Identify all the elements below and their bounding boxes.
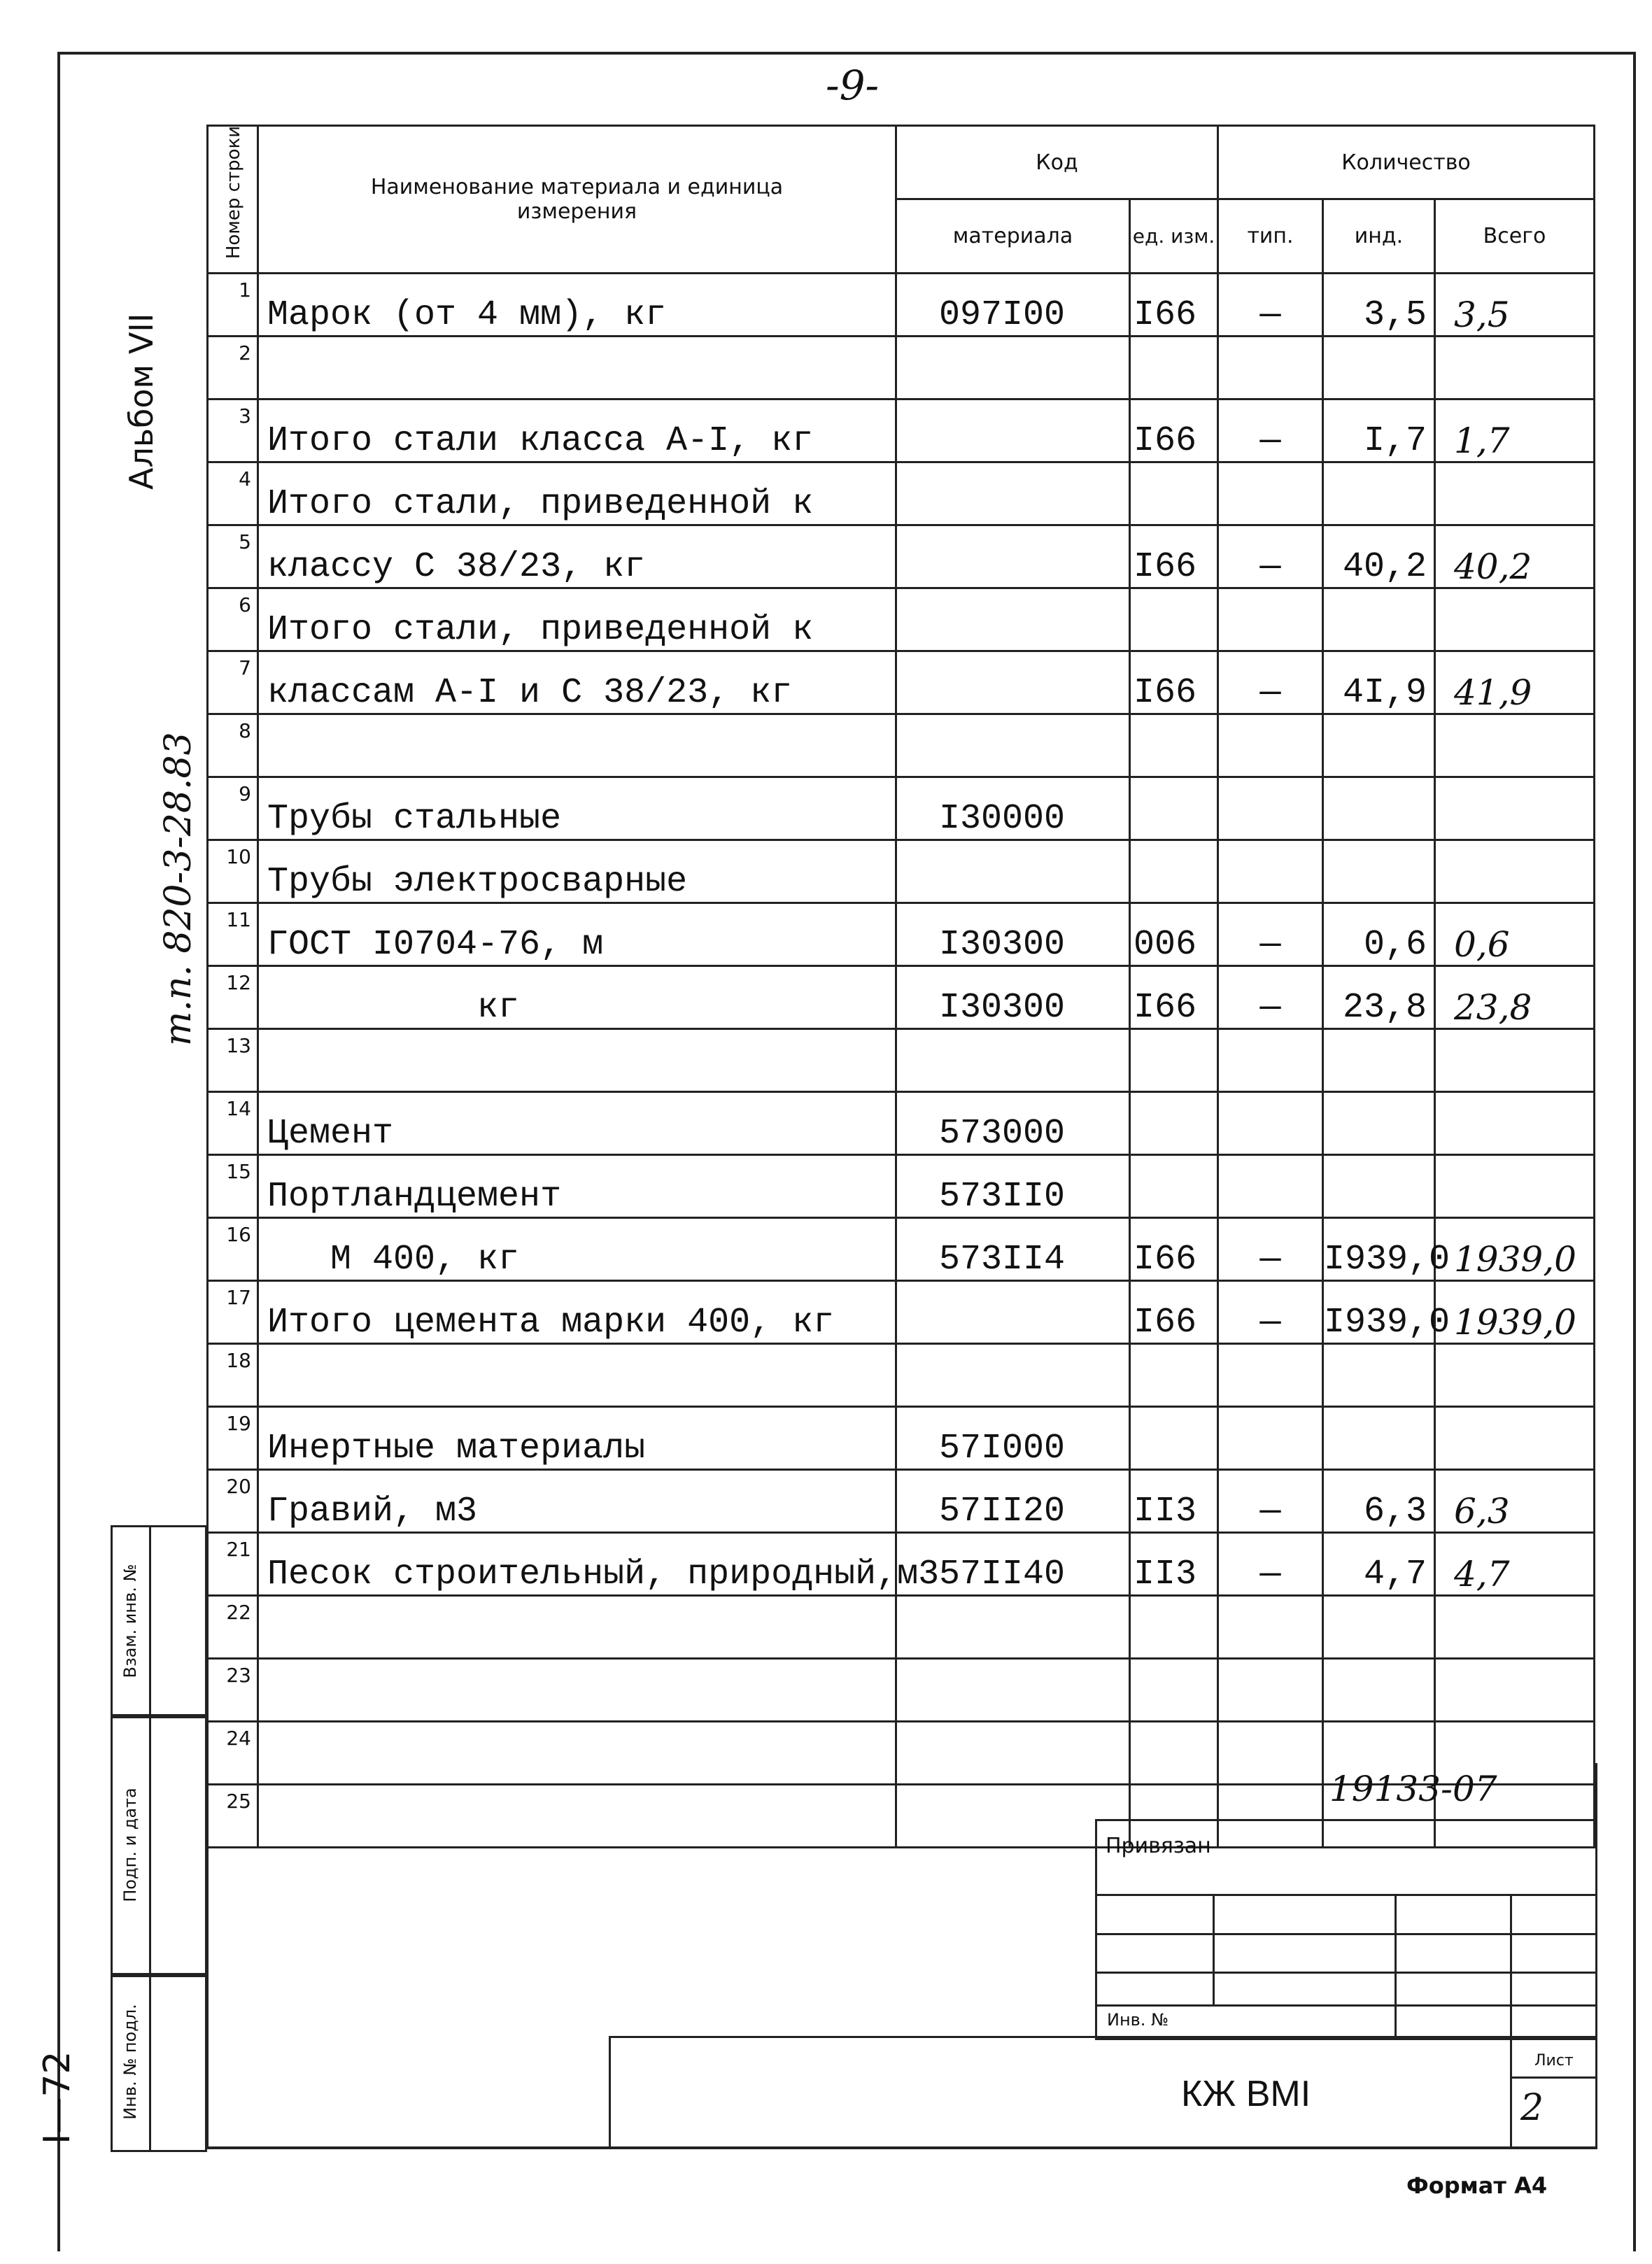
row-code: [896, 1029, 1130, 1092]
page-number: -9-: [826, 62, 880, 109]
row-typ: —: [1218, 1218, 1323, 1281]
row-code: 573000: [896, 1092, 1130, 1155]
table-row: [208, 337, 1595, 399]
row-total: 40,2: [1435, 525, 1595, 588]
row-total: [1435, 462, 1595, 525]
row-total: [1435, 1155, 1595, 1218]
row-code: [896, 651, 1130, 714]
row-number: 14: [208, 1092, 258, 1155]
title-block: [609, 2036, 1597, 2149]
table-row: [208, 903, 1595, 966]
row-typ: —: [1218, 274, 1323, 337]
table-row: [208, 399, 1595, 462]
row-name: Трубы электросварные: [258, 840, 896, 903]
table-row: [208, 462, 1595, 525]
row-typ: [1218, 777, 1323, 840]
row-total: [1435, 1092, 1595, 1155]
row-name: Гравий, м3: [258, 1470, 896, 1533]
row-unit: [1130, 337, 1218, 399]
row-ind: 4I,9: [1323, 651, 1435, 714]
row-unit: [1130, 1344, 1218, 1407]
row-unit: [1130, 840, 1218, 903]
row-number: 24: [208, 1722, 258, 1785]
row-unit: I66: [1130, 525, 1218, 588]
row-total: [1435, 337, 1595, 399]
row-ind: [1323, 840, 1435, 903]
row-unit: I66: [1130, 399, 1218, 462]
row-total: [1435, 777, 1595, 840]
drawing-title: КЖ ВМI: [1181, 2074, 1311, 2114]
table-row: [208, 1596, 1595, 1659]
row-unit: II3: [1130, 1470, 1218, 1533]
row-code: 097I00: [896, 274, 1130, 337]
row-name: кг: [258, 966, 896, 1029]
row-unit: [1130, 588, 1218, 651]
table-row: [208, 1659, 1595, 1722]
row-total: [1435, 1407, 1595, 1470]
row-typ: —: [1218, 399, 1323, 462]
bound-stamp: [1095, 1819, 1597, 2040]
row-ind: [1323, 337, 1435, 399]
row-name: Итого стали, приведенной к: [258, 462, 896, 525]
row-name: [258, 1596, 896, 1659]
row-total: 1939,0: [1435, 1281, 1595, 1344]
row-number: 18: [208, 1344, 258, 1407]
row-name: [258, 1344, 896, 1407]
row-name: Трубы стальные: [258, 777, 896, 840]
table-row: [208, 1029, 1595, 1092]
row-total: [1435, 588, 1595, 651]
row-number: 11: [208, 903, 258, 966]
row-ind: [1323, 1155, 1435, 1218]
row-name: ГОСТ I0704-76, м: [258, 903, 896, 966]
row-total: [1435, 1029, 1595, 1092]
bound-label: Привязан: [1106, 1834, 1211, 1858]
row-number: 22: [208, 1596, 258, 1659]
row-unit: [1130, 714, 1218, 777]
project-code: т.п. 820-3-28.83: [157, 732, 199, 1046]
row-typ: —: [1218, 651, 1323, 714]
row-unit: [1130, 1407, 1218, 1470]
row-typ: [1218, 1344, 1323, 1407]
row-ind: [1323, 1029, 1435, 1092]
row-ind: 3,5: [1323, 274, 1435, 337]
row-typ: —: [1218, 903, 1323, 966]
table-row: [208, 1344, 1595, 1407]
row-code: [896, 840, 1130, 903]
table-row: [208, 1281, 1595, 1344]
row-number: 9: [208, 777, 258, 840]
row-unit: I66: [1130, 651, 1218, 714]
row-name: Песок строительный, природный,м3: [258, 1533, 896, 1596]
row-code: [896, 1281, 1130, 1344]
row-ind: [1323, 1659, 1435, 1722]
row-code: I30000: [896, 777, 1130, 840]
row-total: [1435, 1659, 1595, 1722]
row-code: 573II0: [896, 1155, 1130, 1218]
table-row: [208, 777, 1595, 840]
row-number: 3: [208, 399, 258, 462]
table-row: [208, 525, 1595, 588]
header-quantity: Количество: [1218, 126, 1595, 199]
row-number: 13: [208, 1029, 258, 1092]
row-code: [896, 1344, 1130, 1407]
row-typ: [1218, 462, 1323, 525]
row-number: 20: [208, 1470, 258, 1533]
side-stamp-inv: Инв. № подл.: [111, 1973, 207, 2152]
row-typ: [1218, 1092, 1323, 1155]
row-number: 23: [208, 1659, 258, 1722]
sheet-label: Лист: [1534, 2052, 1574, 2070]
row-number: 7: [208, 651, 258, 714]
row-code: I30300: [896, 903, 1130, 966]
row-number: 16: [208, 1218, 258, 1281]
row-total: 41,9: [1435, 651, 1595, 714]
row-code: 57II20: [896, 1470, 1130, 1533]
row-ind: I939,0: [1323, 1281, 1435, 1344]
side-stamp-podp: Подп. и дата: [111, 1714, 207, 1977]
row-ind: 0,6: [1323, 903, 1435, 966]
row-code: [896, 399, 1130, 462]
row-name: Инертные материалы: [258, 1407, 896, 1470]
format-label: Формат А4: [1406, 2172, 1548, 2199]
row-typ: [1218, 1029, 1323, 1092]
table-row: [208, 274, 1595, 337]
row-total: 0,6: [1435, 903, 1595, 966]
header-code-material: материала: [896, 199, 1130, 274]
row-typ: [1218, 588, 1323, 651]
row-total: 6,3: [1435, 1470, 1595, 1533]
row-code: [896, 525, 1130, 588]
row-name: [258, 1659, 896, 1722]
row-ind: [1323, 1407, 1435, 1470]
row-name: [258, 714, 896, 777]
row-ind: 4,7: [1323, 1533, 1435, 1596]
row-unit: I66: [1130, 1218, 1218, 1281]
side-stamp-vzam: Взам. инв. №: [111, 1525, 207, 1718]
row-unit: [1130, 1596, 1218, 1659]
row-number: 2: [208, 337, 258, 399]
row-ind: [1323, 777, 1435, 840]
row-number: 12: [208, 966, 258, 1029]
doc-number: 19133-07: [1329, 1769, 1497, 1809]
row-typ: —: [1218, 1533, 1323, 1596]
row-unit: [1130, 1029, 1218, 1092]
row-unit: I66: [1130, 274, 1218, 337]
row-unit: [1130, 1092, 1218, 1155]
table-row: [208, 1407, 1595, 1470]
row-typ: —: [1218, 966, 1323, 1029]
row-typ: —: [1218, 1281, 1323, 1344]
row-name: М 400, кг: [258, 1218, 896, 1281]
row-total: 1939,0: [1435, 1218, 1595, 1281]
row-total: 4,7: [1435, 1533, 1595, 1596]
row-number: 15: [208, 1155, 258, 1218]
row-number: 17: [208, 1281, 258, 1344]
row-total: [1435, 714, 1595, 777]
row-typ: [1218, 1596, 1323, 1659]
row-unit: [1130, 1659, 1218, 1722]
table-row: [208, 1218, 1595, 1281]
table-row: [208, 840, 1595, 903]
album-label: Альбом VII: [122, 313, 160, 490]
row-code: I30300: [896, 966, 1130, 1029]
row-total: [1435, 1596, 1595, 1659]
row-code: [896, 714, 1130, 777]
row-code: [896, 1659, 1130, 1722]
table-row: [208, 1155, 1595, 1218]
row-typ: [1218, 1407, 1323, 1470]
table-row: [208, 1470, 1595, 1533]
table-row: [208, 1092, 1595, 1155]
row-code: [896, 588, 1130, 651]
row-typ: —: [1218, 525, 1323, 588]
row-typ: [1218, 1659, 1323, 1722]
table-row: [208, 588, 1595, 651]
row-ind: 6,3: [1323, 1470, 1435, 1533]
row-total: 3,5: [1435, 274, 1595, 337]
table-row: [208, 966, 1595, 1029]
row-ind: [1323, 1344, 1435, 1407]
header-row-number: Номер строки: [208, 126, 258, 274]
row-name: Марок (от 4 мм), кг: [258, 274, 896, 337]
row-number: 8: [208, 714, 258, 777]
row-unit: [1130, 777, 1218, 840]
row-name: классам А-I и С 38/23, кг: [258, 651, 896, 714]
row-typ: [1218, 1155, 1323, 1218]
row-total: [1435, 840, 1595, 903]
row-number: 6: [208, 588, 258, 651]
row-name: Итого цемента марки 400, кг: [258, 1281, 896, 1344]
row-code: [896, 337, 1130, 399]
table-row: [208, 651, 1595, 714]
row-code: 573II4: [896, 1218, 1130, 1281]
header-qty-ind: инд.: [1323, 199, 1435, 274]
row-name: Итого стали класса А-I, кг: [258, 399, 896, 462]
row-typ: [1218, 840, 1323, 903]
row-name: [258, 337, 896, 399]
header-name: Наименование материала и единица измерения: [258, 126, 896, 274]
row-ind: 23,8: [1323, 966, 1435, 1029]
row-typ: [1218, 337, 1323, 399]
row-code: 57I000: [896, 1407, 1130, 1470]
row-ind: I,7: [1323, 399, 1435, 462]
row-typ: —: [1218, 1470, 1323, 1533]
row-number: 10: [208, 840, 258, 903]
header-code: Код: [896, 126, 1218, 199]
row-unit: I66: [1130, 966, 1218, 1029]
row-ind: [1323, 588, 1435, 651]
inv-label: Инв. №: [1107, 2010, 1169, 2030]
row-ind: [1323, 714, 1435, 777]
header-qty-typ: тип.: [1218, 199, 1323, 274]
row-code: 57II40: [896, 1533, 1130, 1596]
row-number: 1: [208, 274, 258, 337]
row-typ: [1218, 714, 1323, 777]
row-code: [896, 462, 1130, 525]
row-unit: II3: [1130, 1533, 1218, 1596]
sheet-code-left: I—72: [36, 2051, 78, 2144]
row-number: 5: [208, 525, 258, 588]
materials-table: [206, 125, 1595, 1848]
header-qty-total: Всего: [1435, 199, 1595, 274]
row-code: [896, 1596, 1130, 1659]
row-name: [258, 1029, 896, 1092]
row-number: 21: [208, 1533, 258, 1596]
row-unit: 006: [1130, 903, 1218, 966]
row-unit: [1130, 462, 1218, 525]
header-code-unit: ед. изм.: [1130, 199, 1218, 274]
row-total: 1,7: [1435, 399, 1595, 462]
row-name: классу С 38/23, кг: [258, 525, 896, 588]
row-number: 19: [208, 1407, 258, 1470]
row-number: 4: [208, 462, 258, 525]
row-unit: I66: [1130, 1281, 1218, 1344]
row-total: [1435, 1344, 1595, 1407]
row-unit: [1130, 1155, 1218, 1218]
row-ind: I939,0: [1323, 1218, 1435, 1281]
row-ind: [1323, 1596, 1435, 1659]
sheet-number: 2: [1520, 2087, 1544, 2129]
row-ind: [1323, 462, 1435, 525]
row-ind: 40,2: [1323, 525, 1435, 588]
table-row: [208, 714, 1595, 777]
row-name: Цемент: [258, 1092, 896, 1155]
row-total: 23,8: [1435, 966, 1595, 1029]
row-number: 25: [208, 1785, 258, 1848]
row-name: Портландцемент: [258, 1155, 896, 1218]
table-row: [208, 1533, 1595, 1596]
row-name: Итого стали, приведенной к: [258, 588, 896, 651]
row-ind: [1323, 1092, 1435, 1155]
